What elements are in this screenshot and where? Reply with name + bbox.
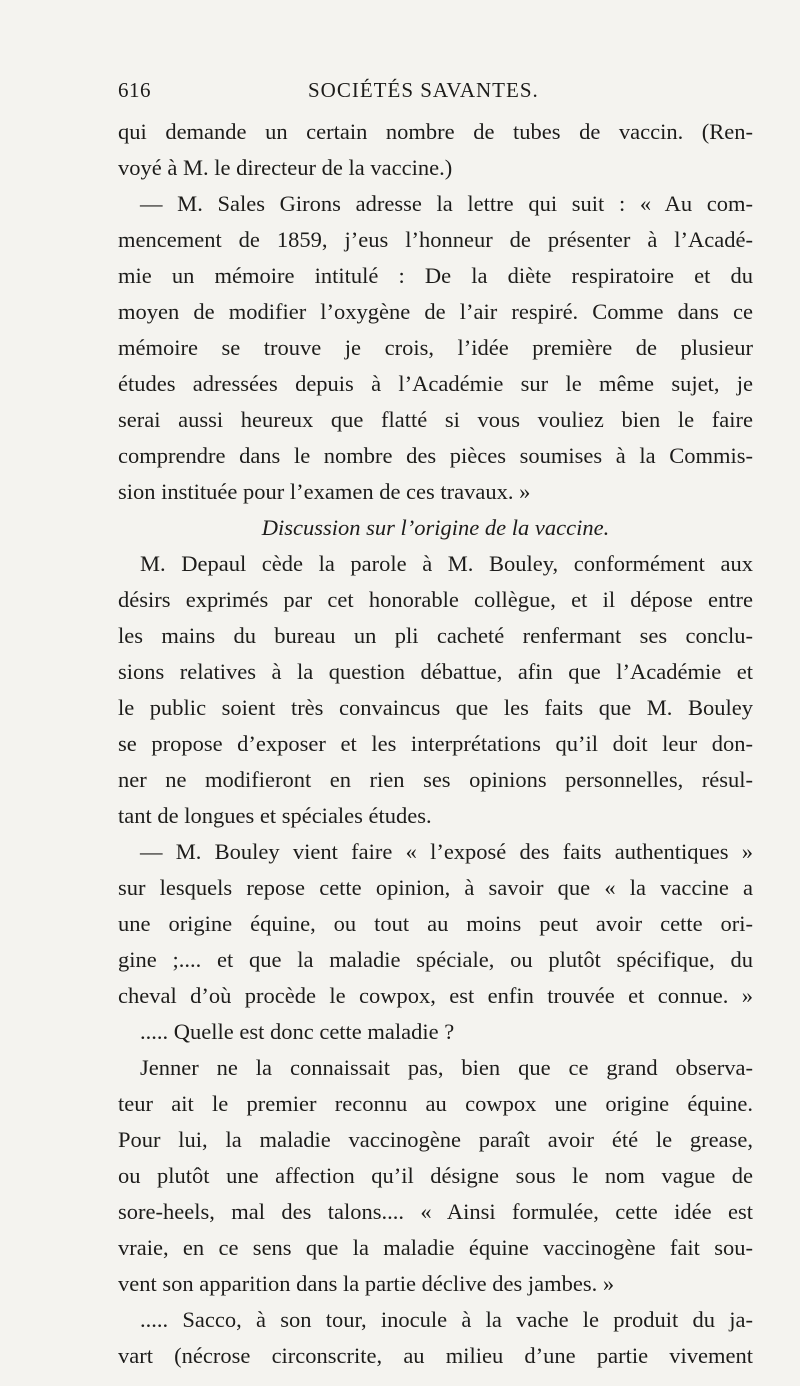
text-line: teur ait le premier reconnu au cowpox une origine équine.	[118, 1091, 753, 1116]
text-line: se propose d’exposer et les interprétations qu’il doit leur don-	[118, 731, 753, 756]
text-line: Pour lui, la maladie vaccinogène paraît avoir été le grease,	[118, 1127, 753, 1152]
text-line: vart (nécrose circonscrite, au milieu d’une partie vivement	[118, 1343, 753, 1368]
text-line: — M. Bouley vient faire « l’exposé des faits authentiques »	[140, 839, 753, 864]
text-line: désirs exprimés par cet honorable collègue, et il dépose entre	[118, 587, 753, 612]
text-line: mémoire se trouve je crois, l’idée première de plusieur	[118, 335, 753, 360]
section-heading: Discussion sur l’origine de la vaccine.	[261, 515, 610, 540]
text-line: comprendre dans le nombre des pièces soumises à la Commis-	[118, 443, 753, 468]
text-line: ner ne modifieront en rien ses opinions personnelles, résul-	[118, 767, 753, 792]
text-line: gine ;.... et que la maladie spéciale, ou plutôt spécifique, du	[118, 947, 753, 972]
text-line: vent son apparition dans la partie déclive des jambes. »	[118, 1271, 615, 1296]
text-line: moyen de modifier l’oxygène de l’air respiré. Comme dans ce	[118, 299, 753, 324]
text-line: sur lesquels repose cette opinion, à savoir que « la vaccine a	[118, 875, 753, 900]
text-line: une origine équine, ou tout au moins peut avoir cette ori-	[118, 911, 753, 936]
running-title: SOCIÉTÉS SAVANTES.	[308, 78, 539, 102]
text-line: ou plutôt une affection qu’il désigne sous le nom vague de	[118, 1163, 753, 1188]
text-line: cheval d’où procède le cowpox, est enfin trouvée et connue. »	[118, 983, 753, 1008]
text-line: les mains du bureau un pli cacheté renfermant ses conclu-	[118, 623, 753, 648]
text-line: M. Depaul cède la parole à M. Bouley, conformément aux	[140, 551, 753, 576]
text-line: le public soient très convaincus que les faits que M. Bouley	[118, 695, 753, 720]
text-line: tant de longues et spéciales études.	[118, 803, 432, 828]
text-line: qui demande un certain nombre de tubes de vaccin. (Ren-	[118, 119, 753, 144]
text-line: vraie, en ce sens que la maladie équine vaccinogène fait sou-	[118, 1235, 753, 1260]
text-line: sion instituée pour l’examen de ces travaux. »	[118, 479, 531, 504]
text-line: sions relatives à la question débattue, afin que l’Académie et	[118, 659, 753, 684]
text-line: — M. Sales Girons adresse la lettre qui suit : « Au com-	[140, 191, 753, 216]
body-text	[118, 114, 753, 1374]
text-line: serai aussi heureux que flatté si vous vouliez bien le faire	[118, 407, 753, 432]
text-line: Jenner ne la connaissait pas, bien que ce grand observa-	[140, 1055, 753, 1080]
text-line: études adressées depuis à l’Académie sur le même sujet, je	[118, 371, 753, 396]
page-number: 616	[118, 78, 151, 102]
text-line: mie un mémoire intitulé : De la diète respiratoire et du	[118, 263, 753, 288]
text-line: mencement de 1859, j’eus l’honneur de présenter à l’Acadé-	[118, 227, 753, 252]
text-line: ..... Sacco, à son tour, inocule à la vache le produit du ja-	[140, 1307, 753, 1332]
page-header	[118, 78, 750, 108]
text-line: sore-heels, mal des talons.... « Ainsi formulée, cette idée est	[118, 1199, 753, 1224]
text-line: ..... Quelle est donc cette maladie ?	[140, 1019, 455, 1044]
text-line: voyé à M. le directeur de la vaccine.)	[118, 155, 453, 180]
